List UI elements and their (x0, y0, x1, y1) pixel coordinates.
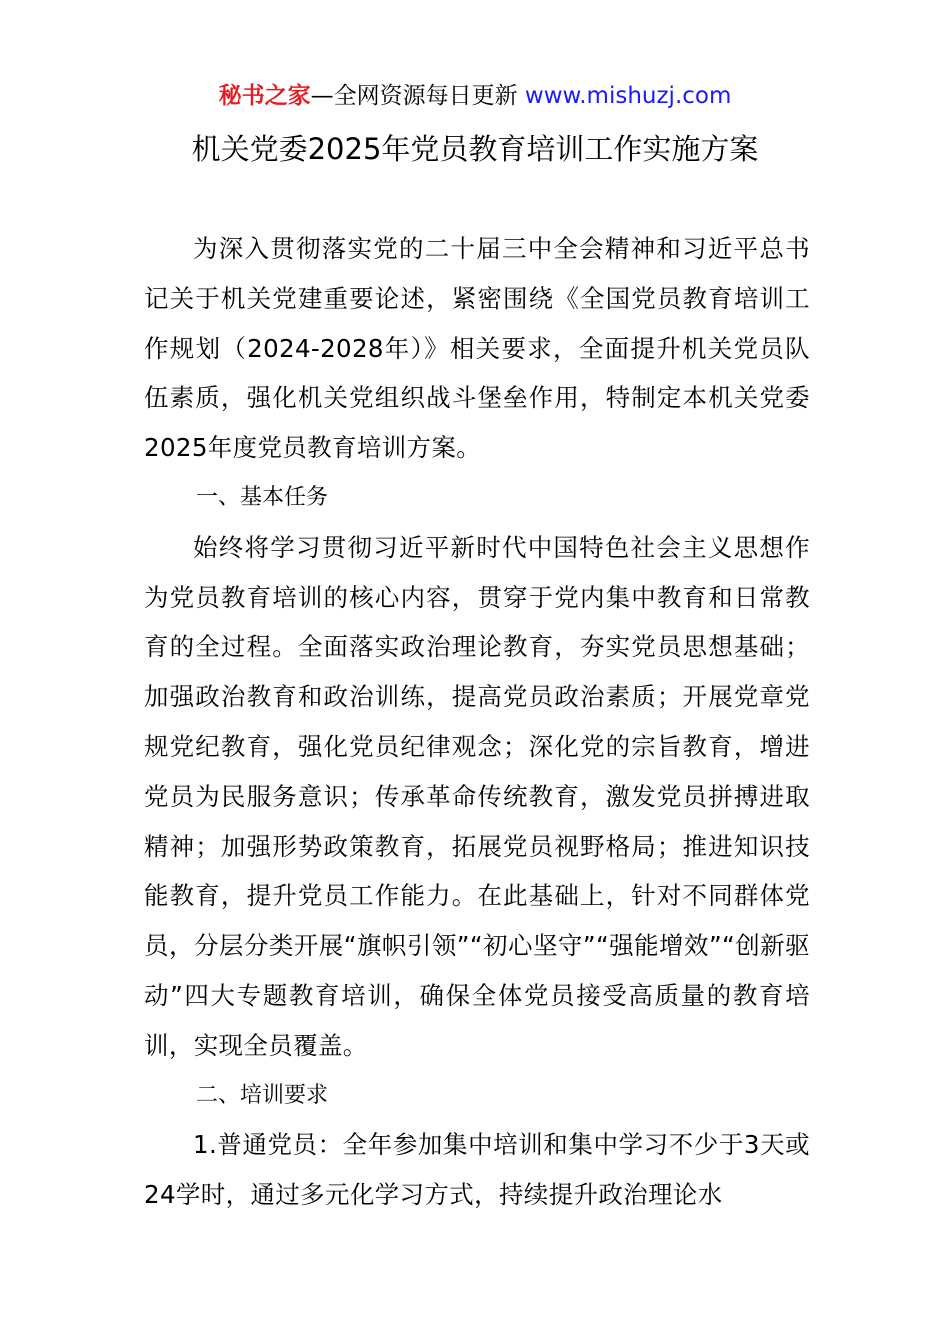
section-heading-basic-tasks: 一、基本任务 (196, 484, 329, 510)
training-requirements-paragraph: 1.普通党员：全年参加集中培训和集中学习不少于3天或24学时，通过多元化学习方式，持续提升政治理论水 (144, 1130, 810, 1210)
intro-paragraph: 为深入贯彻落实党的二十届三中全会精神和习近平总书记关于机关党建重要论述，紧密围绕《全国党员教育培训工作规划（2024-2028年）》相关要求，全面提升机关党员队伍素质，强化机关党组织战斗堡垒作用，特制定本机关党委2025年度党员教育培训方案。 (144, 234, 810, 463)
header-dash: — (310, 83, 334, 109)
header-slogan: 全网资源每日更新 (333, 83, 518, 109)
brand-name: 秘书之家 (218, 83, 311, 109)
site-url-link[interactable]: www.mishuzj.com (524, 83, 732, 109)
section-heading-training-requirements: 二、培训要求 (196, 1082, 329, 1108)
document-body (144, 224, 810, 1220)
site-header (0, 80, 950, 112)
document-title: 机关党委2025年党员教育培训工作实施方案 (191, 132, 759, 166)
basic-tasks-paragraph: 始终将学习贯彻习近平新时代中国特色社会主义思想作为党员教育培训的核心内容，贯穿于党内集中教育和日常教育的全过程。全面落实政治理论教育，夯实党员思想基础；加强政治教育和政治训练，提高党员政治素质；开展党章党规党纪教育，强化党员纪律观念；深化党的宗旨教育，增进党员为民服务意识；传承革命传统教育，激发党员拼搏进取精神；加强形势政策教育，拓展党员视野格局；推进知识技能教育，提升党员工作能力。在此基础上，针对不同群体党员，分层分类开展“旗帜引领”“初心坚守”“强能增效”“创新驱动”四大专题教育培训，确保全体党员接受高质量的教育培训，实现全员覆盖。 (144, 532, 810, 1060)
